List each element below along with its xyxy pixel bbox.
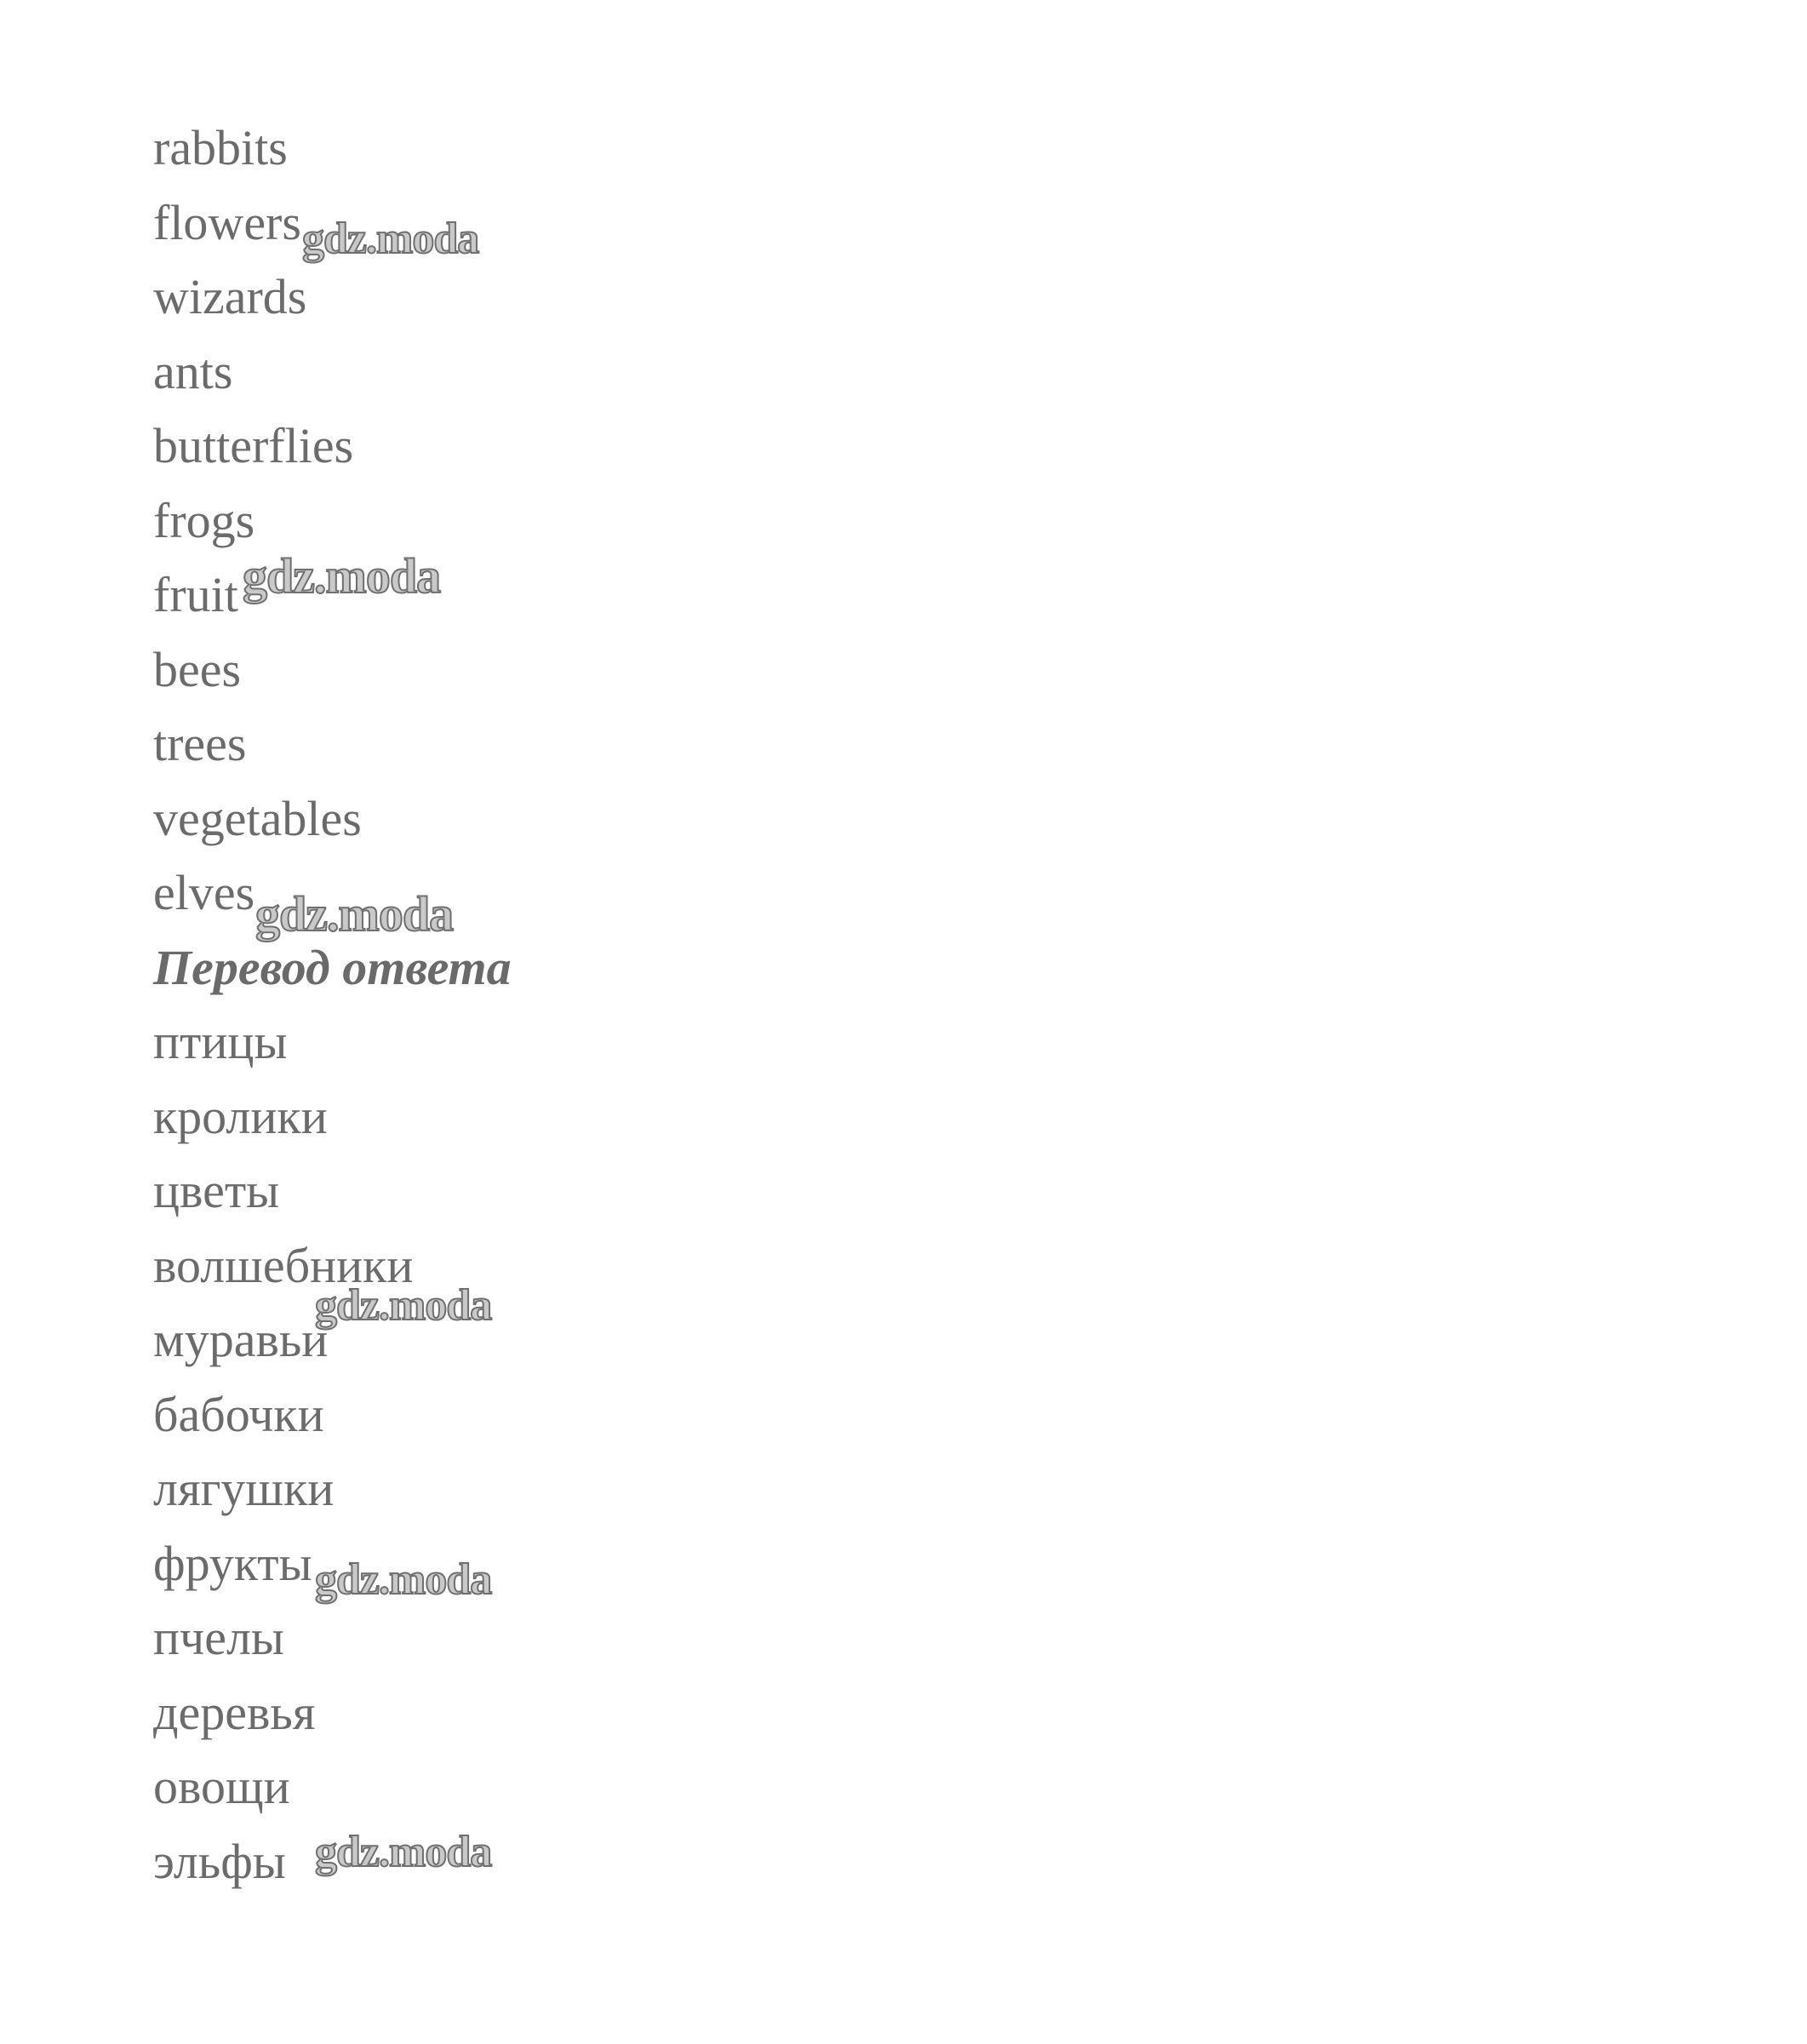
word-kroliki: кролики [153,1089,328,1144]
word-vegetables: vegetables [153,791,362,846]
watermark: gdz.moda [315,1281,492,1330]
word-tsvety: цветы [153,1163,280,1218]
watermark: gdz.moda [302,215,479,263]
translation-heading: Перевод ответа [153,940,512,995]
word-wizards: wizards [153,269,307,324]
word-elves: elves [153,865,255,920]
word-flowers: flowers [153,195,301,250]
watermark: gdz.moda [243,548,441,604]
word-ptitsy: птицы [153,1014,288,1069]
word-trees: trees [153,716,247,771]
watermark: gdz.moda [315,1555,492,1604]
word-ovoshchi: овощи [153,1759,290,1814]
watermark: gdz.moda [255,886,454,942]
word-rabbits: rabbits [153,120,288,175]
word-butterflies: butterflies [153,418,354,473]
word-babochki: бабочки [153,1387,324,1442]
watermark: gdz.moda [315,1828,492,1876]
word-muravyi: муравьи [153,1312,329,1367]
word-pchely: пчелы [153,1610,284,1665]
word-frukty: фрукты [153,1536,312,1591]
word-volshebniki: волшебники [153,1238,414,1293]
word-frogs: frogs [153,493,255,548]
word-fruit: fruit [153,567,238,622]
word-bees: bees [153,642,242,697]
word-derevya: деревья [153,1685,316,1740]
word-elfy: эльфы [153,1834,286,1889]
word-lyagushki: лягушки [153,1461,335,1516]
word-ants: ants [153,344,233,399]
